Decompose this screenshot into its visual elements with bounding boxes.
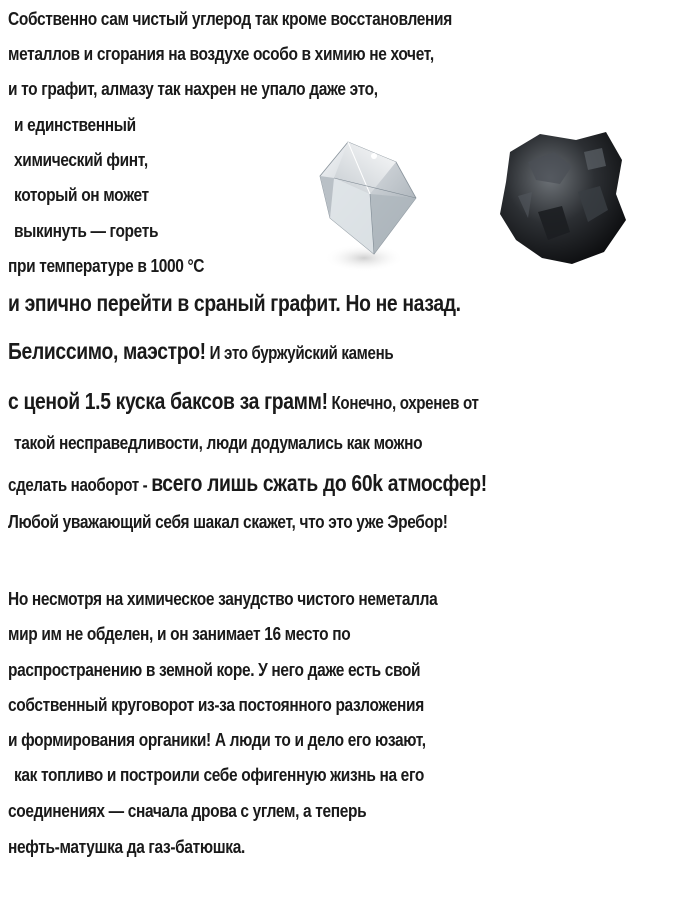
text-emphasis: всего лишь сжать до 60k атмосфер! bbox=[151, 470, 487, 496]
text-line: мир им не обделен, и он занимает 16 место по bbox=[8, 624, 351, 644]
text-line: нефть-матушка да газ-батюшка. bbox=[8, 837, 245, 857]
text-line: и формирования органики! А люди то и дело его юзают, bbox=[8, 730, 426, 750]
text-line: соединениях — сначала дрова с углем, а теперь bbox=[8, 801, 367, 821]
diamond-crystal-icon bbox=[312, 128, 440, 278]
text-line: такой несправедливости, люди додумались как можно bbox=[14, 433, 423, 453]
text-line: выкинуть — гореть bbox=[14, 221, 159, 241]
text-normal: И это буржуйский камень bbox=[205, 343, 394, 363]
text-normal: сделать наоборот - bbox=[8, 475, 152, 495]
text-line: и то графит, алмазу так нахрен не упало даже это, bbox=[8, 79, 378, 99]
text-line: металлов и сгорания на воздухе особо в химию не хочет, bbox=[8, 44, 434, 64]
text-line: и единственный bbox=[14, 115, 136, 135]
text-line: и эпично перейти в сраный графит. Но не назад. bbox=[8, 290, 461, 316]
text-line: распространению в земной коре. У него даже есть свой bbox=[8, 660, 421, 680]
graphite-lump-icon bbox=[488, 122, 630, 272]
text-line bbox=[8, 390, 479, 413]
graphite-image bbox=[488, 122, 630, 272]
text-line: Но несмотря на химическое занудство чистого неметалла bbox=[8, 589, 438, 609]
diamond-image bbox=[312, 128, 440, 278]
text-line: который он может bbox=[14, 185, 149, 205]
text-line: химический финт, bbox=[14, 150, 148, 170]
text-emphasis: Белиссимо, маэстро! bbox=[8, 338, 206, 364]
text-line: собственный круговорот из-за постоянного разложения bbox=[8, 695, 424, 715]
text-line: как топливо и построили себе офигенную жизнь на его bbox=[14, 765, 424, 785]
text-line bbox=[8, 472, 487, 495]
text-line: Любой уважающий себя шакал скажет, что это уже Эребор! bbox=[8, 512, 448, 532]
text-line: при температуре в 1000 °C bbox=[8, 256, 205, 276]
text-normal: Конечно, охренев от bbox=[327, 393, 479, 413]
text-emphasis: с ценой 1.5 куска баксов за грамм! bbox=[8, 388, 328, 414]
text-line: Собственно сам чистый углерод так кроме восстановления bbox=[8, 9, 452, 29]
text-line bbox=[8, 340, 393, 363]
